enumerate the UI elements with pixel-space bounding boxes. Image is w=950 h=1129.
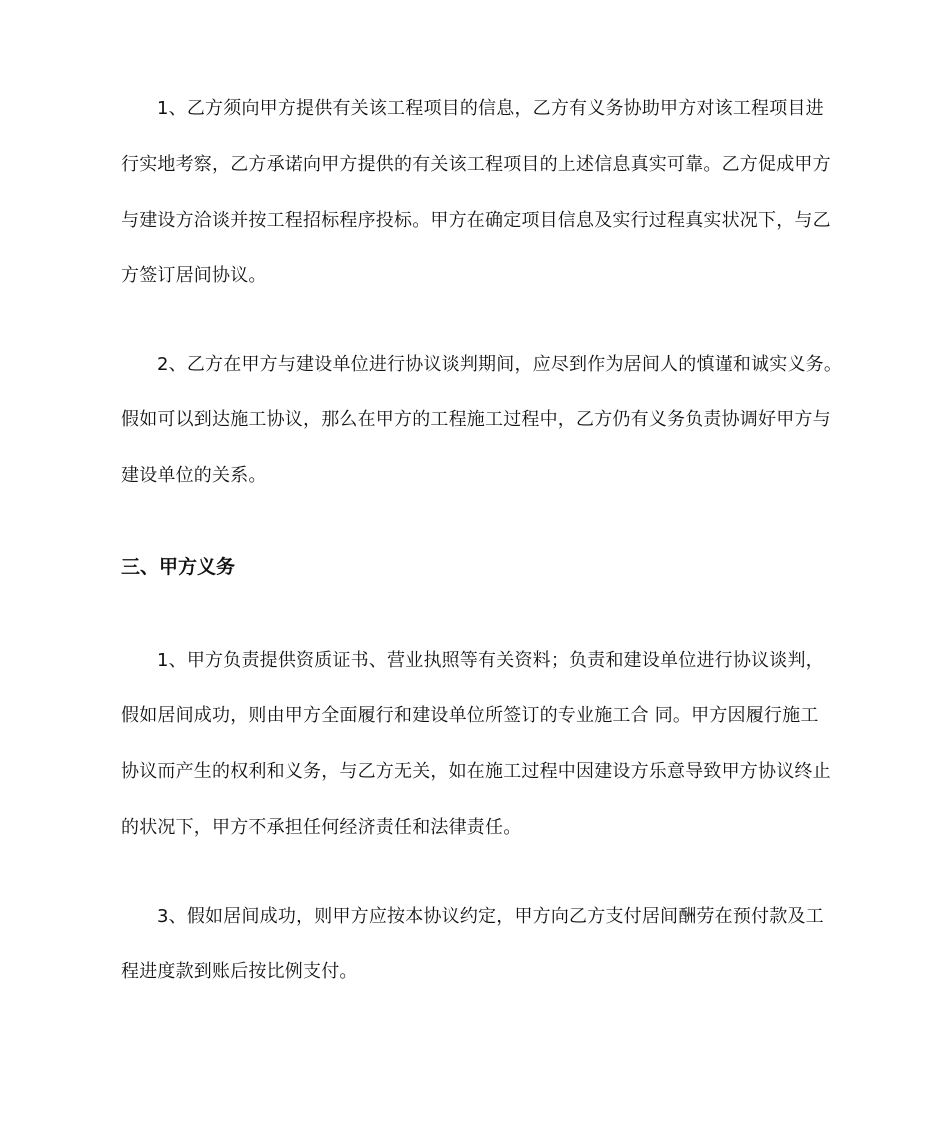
paragraph-line: 假如可以到达施工协议，那么在甲方的工程施工过程中，乙方仍有义务负责协调好甲方与 [121, 409, 831, 430]
paragraph-line: 的状况下，甲方不承担任何经济责任和法律责任。 [121, 817, 522, 838]
paragraph-line: 协议而产生的权利和义务，与乙方无关，如在施工过程中因建设方乐意导致甲方协议终止 [121, 761, 831, 782]
section-heading: 三、甲方义务 [121, 556, 236, 578]
paragraph-line: 3、假如居间成功，则甲方应按本协议约定，甲方向乙方支付居间酬劳在预付款及工 [157, 906, 824, 927]
paragraph-line: 假如居间成功，则由甲方全面履行和建设单位所签订的专业施工合 同。甲方因履行施工 [121, 705, 819, 726]
paragraph-line: 与建设方洽谈并按工程招标程序投标。甲方在确定项目信息及实行过程真实状况下，与乙 [121, 210, 831, 231]
paragraph-line: 程进度款到账后按比例支付。 [121, 961, 358, 982]
paragraph-line: 方签订居间协议。 [121, 265, 267, 286]
paragraph-line: 1、乙方须向甲方提供有关该工程项目的信息，乙方有义务协助甲方对该工程项目进 [157, 98, 824, 119]
paragraph-line: 建设单位的关系。 [121, 465, 267, 486]
paragraph-line: 1、甲方负责提供资质证书、营业执照等有关资料；负责和建设单位进行协议谈判， [157, 650, 824, 671]
paragraph-line: 2、乙方在甲方与建设单位进行协议谈判期间，应尽到作为居间人的慎谨和诚实义务。 [157, 354, 843, 375]
paragraph-line: 行实地考察，乙方承诺向甲方提供的有关该工程项目的上述信息真实可靠。乙方促成甲方 [121, 154, 831, 175]
